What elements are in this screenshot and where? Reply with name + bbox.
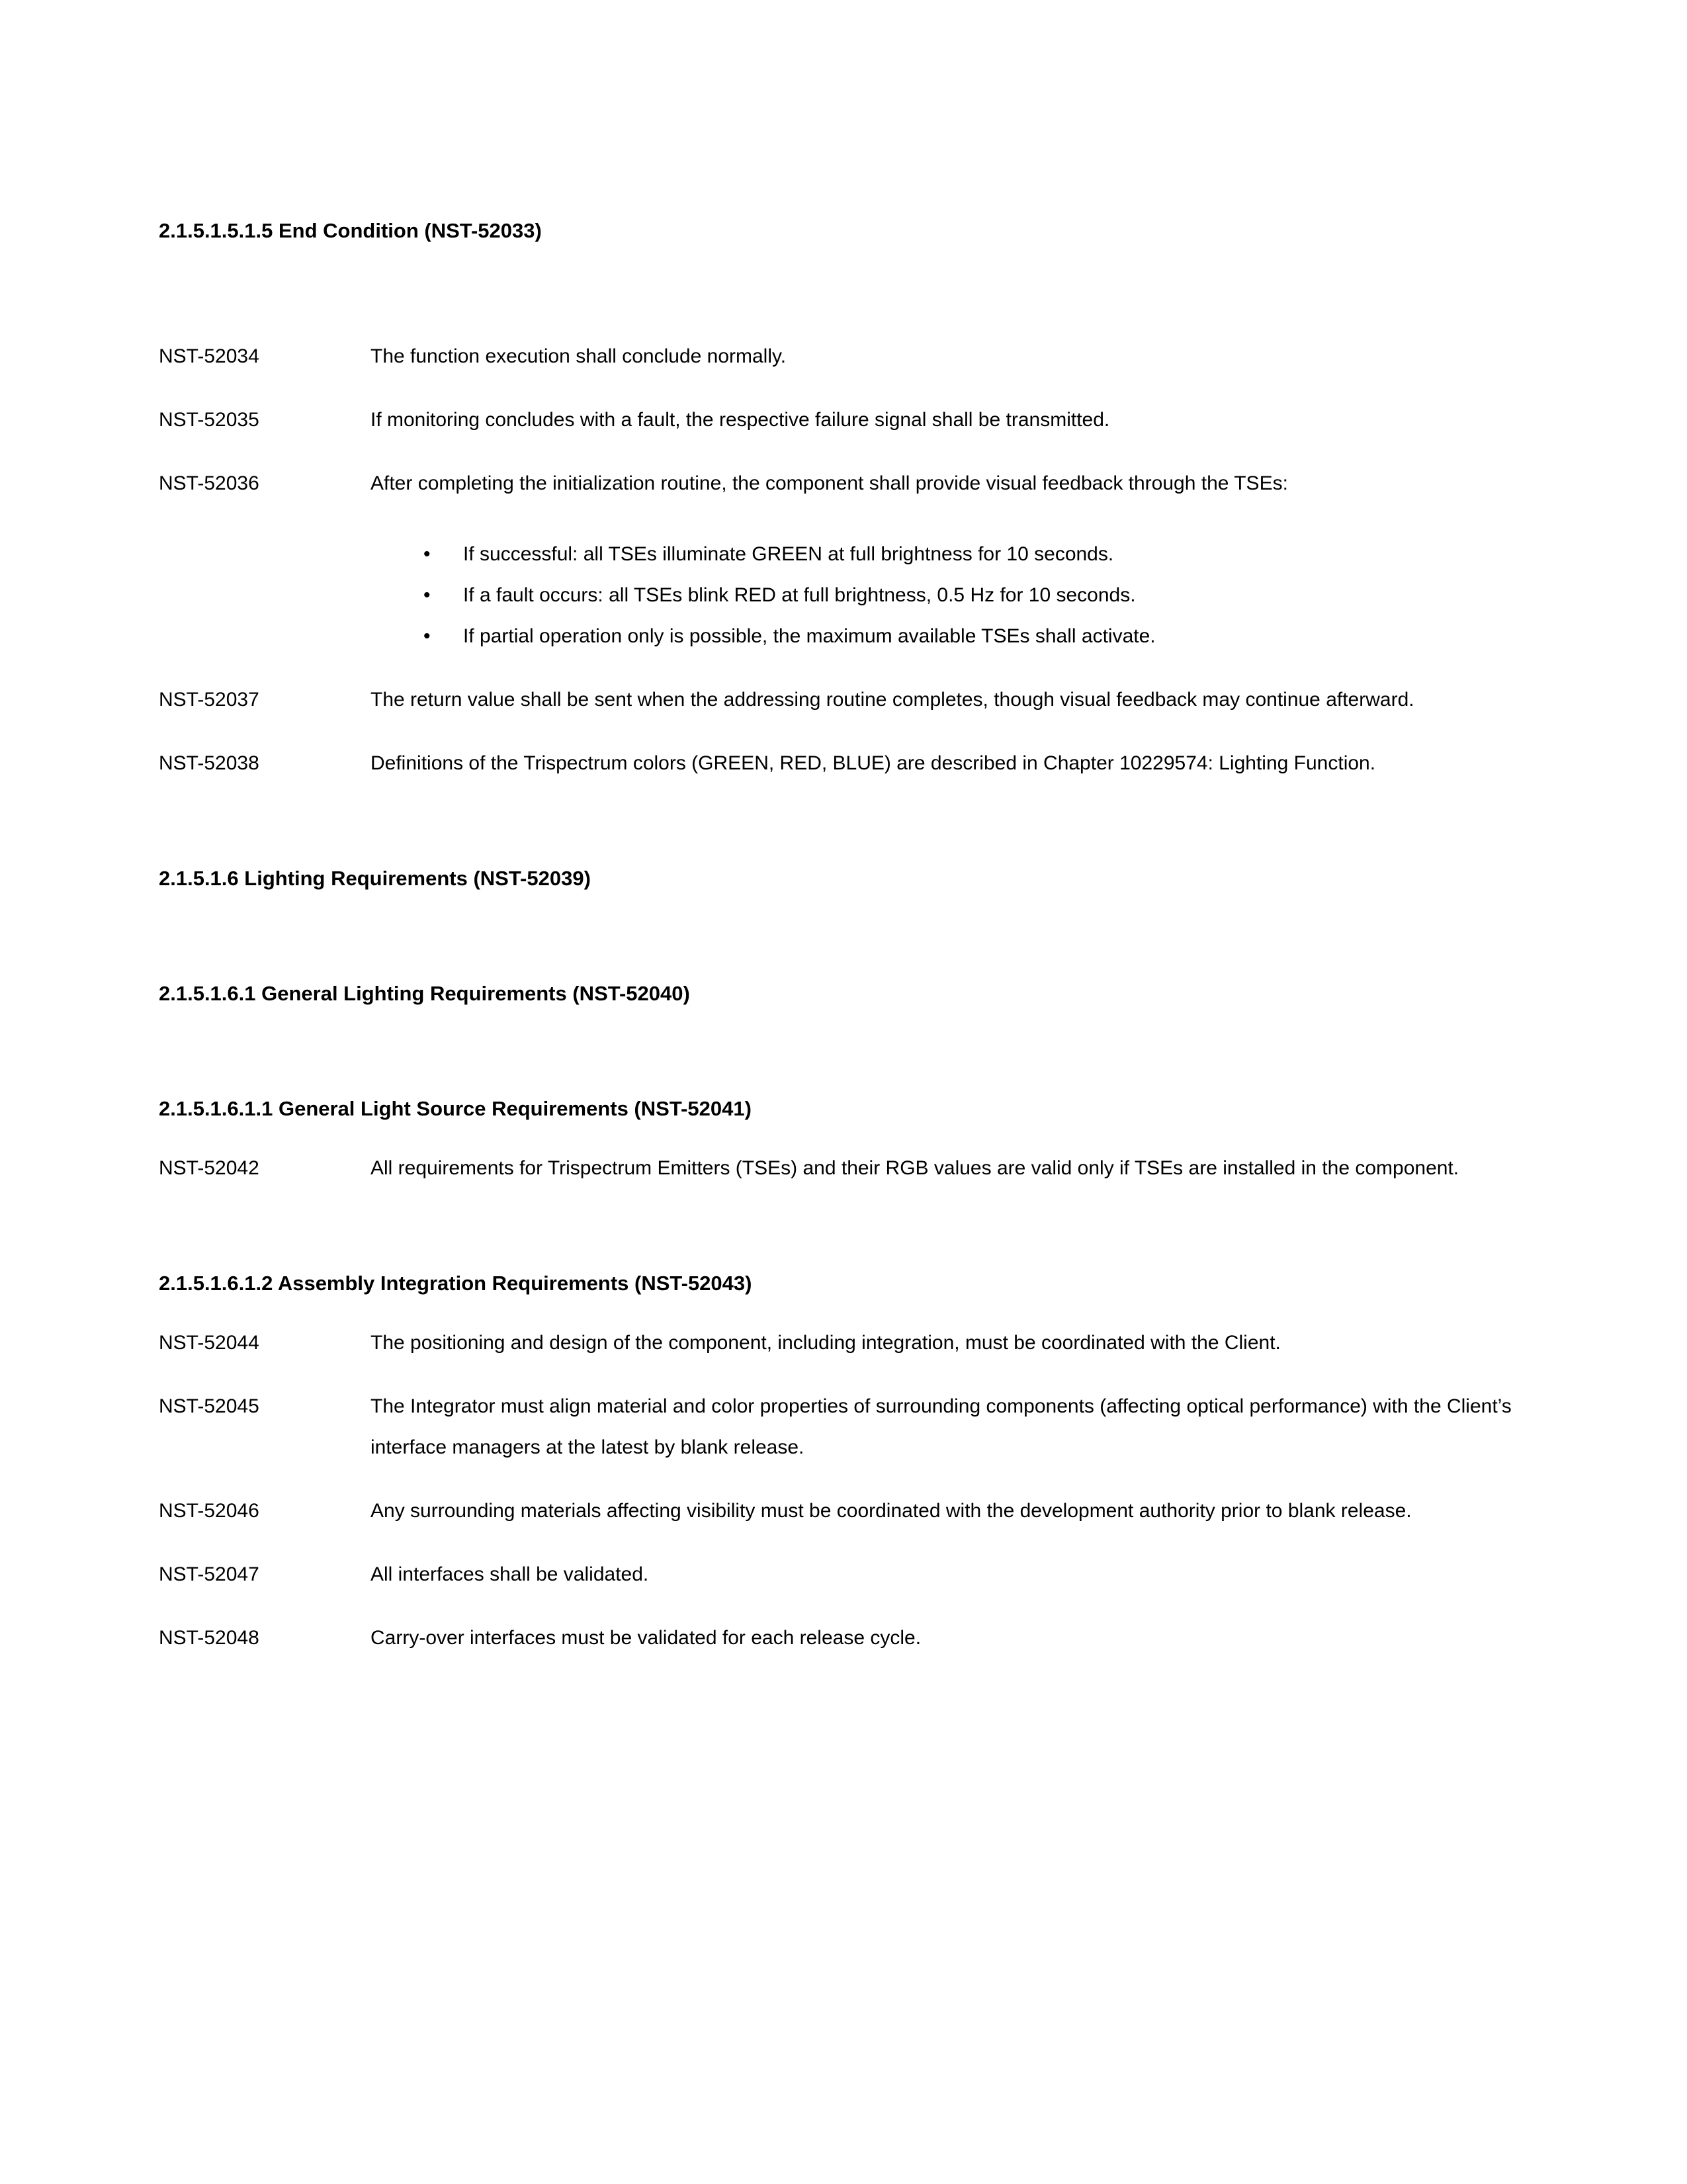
requirement-row xyxy=(159,1323,1522,1364)
requirement-text: All requirements for Trispectrum Emitters (TSEs) and their RGB values are valid only if TSEs are installed in the component. xyxy=(370,1157,1459,1179)
heading-end-condition: 2.1.5.1.5.1.5 End Condition (NST-52033) xyxy=(159,219,542,242)
tse-feedback-bullet-list xyxy=(370,534,1522,657)
requirement-id: NST-52036 xyxy=(159,472,259,494)
requirement-row xyxy=(159,743,1522,784)
requirement-row xyxy=(159,1148,1522,1189)
requirement-row xyxy=(159,1554,1522,1595)
requirement-id: NST-52042 xyxy=(159,1157,259,1179)
requirement-row xyxy=(159,679,1522,721)
requirement-text: The Integrator must align material and color properties of surrounding components (affecting optical performance) with the Client’s interface managers at the latest by blank release. xyxy=(370,1395,1512,1458)
requirement-text: The function execution shall conclude normally. xyxy=(370,345,787,367)
requirement-text: The return value shall be sent when the addressing routine completes, though visual feedback may continue afterward. xyxy=(370,689,1414,711)
requirement-row xyxy=(159,1491,1522,1532)
requirement-id: NST-52035 xyxy=(159,409,259,431)
requirement-row xyxy=(159,463,1522,504)
list-item xyxy=(370,534,1522,575)
requirement-row xyxy=(159,400,1522,441)
requirement-text: All interfaces shall be validated. xyxy=(370,1563,649,1585)
bullet-icon: • xyxy=(423,543,431,565)
requirement-text: If monitoring concludes with a fault, the respective failure signal shall be transmitted. xyxy=(370,409,1110,431)
list-item xyxy=(370,616,1522,657)
requirement-id: NST-52047 xyxy=(159,1563,259,1585)
requirement-text: Any surrounding materials affecting visibility must be coordinated with the development authority prior to blank release. xyxy=(370,1500,1412,1522)
requirement-text: The positioning and design of the component, including integration, must be coordinated with the Client. xyxy=(370,1332,1281,1354)
requirement-id: NST-52034 xyxy=(159,345,259,367)
heading-assembly-integration-requirements: 2.1.5.1.6.1.2 Assembly Integration Requirements (NST-52043) xyxy=(159,1272,752,1295)
requirement-id: NST-52037 xyxy=(159,689,259,711)
bullet-text: If successful: all TSEs illuminate GREEN at full brightness for 10 seconds. xyxy=(463,543,1114,565)
requirement-id: NST-52046 xyxy=(159,1500,259,1522)
requirement-text: Carry-over interfaces must be validated for each release cycle. xyxy=(370,1627,922,1649)
requirement-id: NST-52038 xyxy=(159,752,259,774)
requirement-row xyxy=(159,336,1522,377)
heading-lighting-requirements: 2.1.5.1.6 Lighting Requirements (NST-52039) xyxy=(159,867,591,890)
list-item xyxy=(370,575,1522,616)
requirement-text: Definitions of the Trispectrum colors (GREEN, RED, BLUE) are described in Chapter 10229574: Lighting Function. xyxy=(370,752,1376,774)
requirement-id: NST-52048 xyxy=(159,1627,259,1649)
requirement-text: After completing the initialization routine, the component shall provide visual feedback through the TSEs: xyxy=(370,472,1288,494)
heading-general-lighting-requirements: 2.1.5.1.6.1 General Lighting Requirements (NST-52040) xyxy=(159,982,690,1005)
bullet-text: If a fault occurs: all TSEs blink RED at full brightness, 0.5 Hz for 10 seconds. xyxy=(463,584,1136,606)
requirement-row xyxy=(159,1386,1522,1468)
bullet-icon: • xyxy=(423,625,431,647)
requirement-row xyxy=(159,1618,1522,1659)
bullet-icon: • xyxy=(423,584,431,606)
requirement-id: NST-52044 xyxy=(159,1332,259,1354)
heading-general-light-source-requirements: 2.1.5.1.6.1.1 General Light Source Requirements (NST-52041) xyxy=(159,1097,752,1120)
requirement-id: NST-52045 xyxy=(159,1395,259,1417)
bullet-text: If partial operation only is possible, the maximum available TSEs shall activate. xyxy=(463,625,1156,647)
